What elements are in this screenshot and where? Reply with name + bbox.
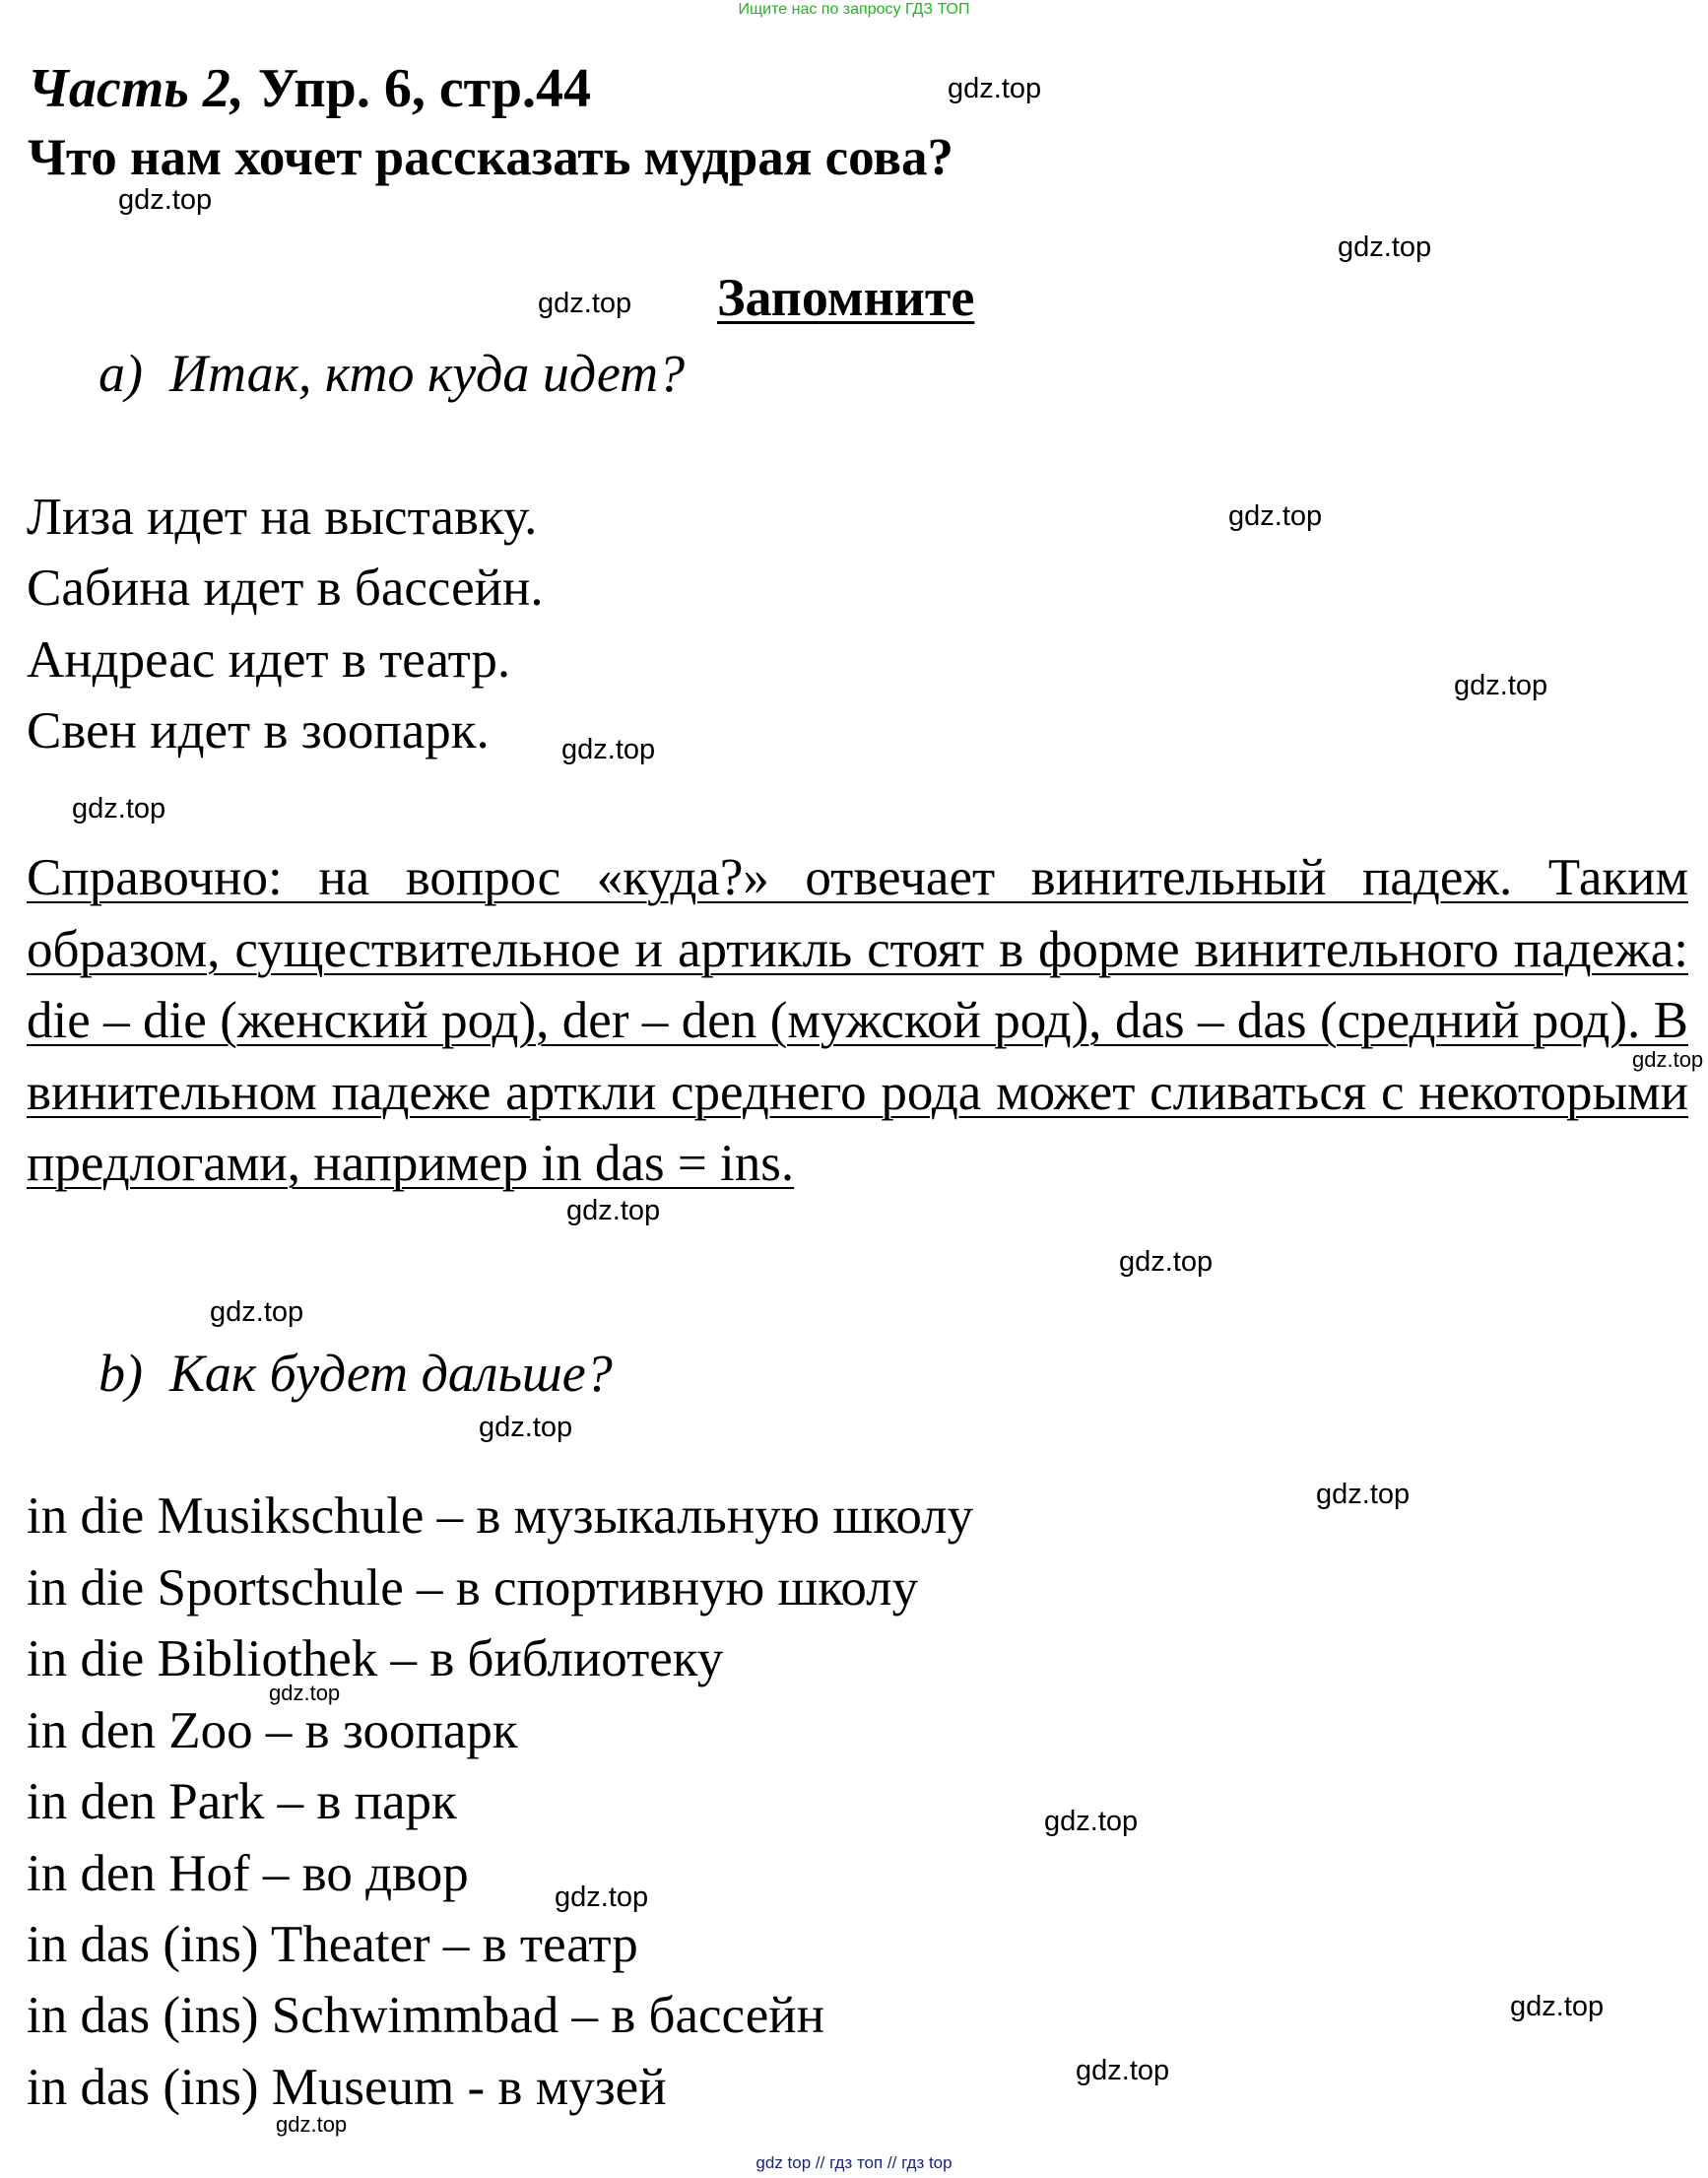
top-link[interactable]: Ищите нас по запросу ГДЗ ТОП <box>738 1 970 18</box>
watermark: gdz.top <box>538 288 632 319</box>
watermark: gdz.top <box>561 734 656 765</box>
sentence-line: Андреас идет в театр. <box>27 631 511 689</box>
watermark: gdz.top <box>1632 1047 1704 1072</box>
phrase-line: in den Park – в парк <box>27 1773 457 1830</box>
section-b-heading <box>99 1343 613 1404</box>
watermark: gdz.top <box>566 1195 661 1226</box>
phrase-line: in die Musikschule – в музыкальную школу <box>27 1487 974 1545</box>
watermark: gdz.top <box>1454 670 1548 701</box>
phrase-line: in das (ins) Schwimmbad – в бассейн <box>27 1987 824 2044</box>
watermark: gdz.top <box>210 1296 304 1328</box>
remember-heading: Запомните <box>717 268 975 327</box>
watermark: gdz.top <box>276 2112 348 2137</box>
phrase-line: in das (ins) Theater – в театр <box>27 1916 638 1973</box>
sentence-line: Свен идет в зоопарк. <box>27 702 490 759</box>
watermark: gdz.top <box>479 1412 573 1443</box>
phrase-line: in den Zoo – в зоопарк <box>27 1702 518 1759</box>
watermark: gdz.top <box>948 73 1042 104</box>
section-a-heading <box>99 343 685 404</box>
watermark: gdz.top <box>1338 231 1432 263</box>
phrase-line: in die Bibliothek – в библиотеку <box>27 1630 724 1687</box>
watermark: gdz.top <box>1316 1479 1411 1510</box>
watermark: gdz.top <box>1510 1991 1605 2022</box>
sentence-line: Лиза идет на выставку. <box>27 489 538 546</box>
watermark: gdz.top <box>1044 1806 1139 1837</box>
watermark: gdz.top <box>118 184 213 216</box>
title-exercise: Упр. 6, стр.44 <box>243 58 592 119</box>
section-b-label: b) <box>99 1344 143 1403</box>
phrase-line: in den Hof – во двор <box>27 1845 469 1902</box>
page-subtitle: Что нам хочет рассказать мудрая сова? <box>28 129 953 186</box>
footer-link[interactable]: gdz top // гдз топ // гдз top <box>755 2153 953 2172</box>
phrase-line: in das (ins) Museum - в музей <box>27 2059 667 2116</box>
phrase-line: in die Sportschule – в спортивную школу <box>27 1559 919 1617</box>
section-b-title: Как будет дальше? <box>169 1344 613 1403</box>
watermark: gdz.top <box>1228 500 1323 532</box>
sentence-line: Сабина идет в бассейн. <box>27 560 544 617</box>
section-a-label: a) <box>99 344 143 403</box>
watermark: gdz.top <box>555 1881 649 1913</box>
watermark: gdz.top <box>1076 2055 1170 2086</box>
grammar-note: Справочно: на вопрос «куда?» отвечает винительный падеж. Таким образом, существительное и артикль стоят в форме винительного падежа: die – die (женский род), der – den (мужской род), das – das (средний род). В винительном падеже арткли среднего рода может сливаться с некоторыми предлогами, например in das = ins. <box>27 849 1688 1193</box>
watermark: gdz.top <box>1119 1246 1214 1278</box>
title-part: Часть 2, <box>28 58 244 119</box>
watermark: gdz.top <box>269 1681 341 1705</box>
watermark: gdz.top <box>72 793 166 825</box>
page-title <box>28 57 591 120</box>
section-a-title: Итак, кто куда идет? <box>169 344 686 403</box>
